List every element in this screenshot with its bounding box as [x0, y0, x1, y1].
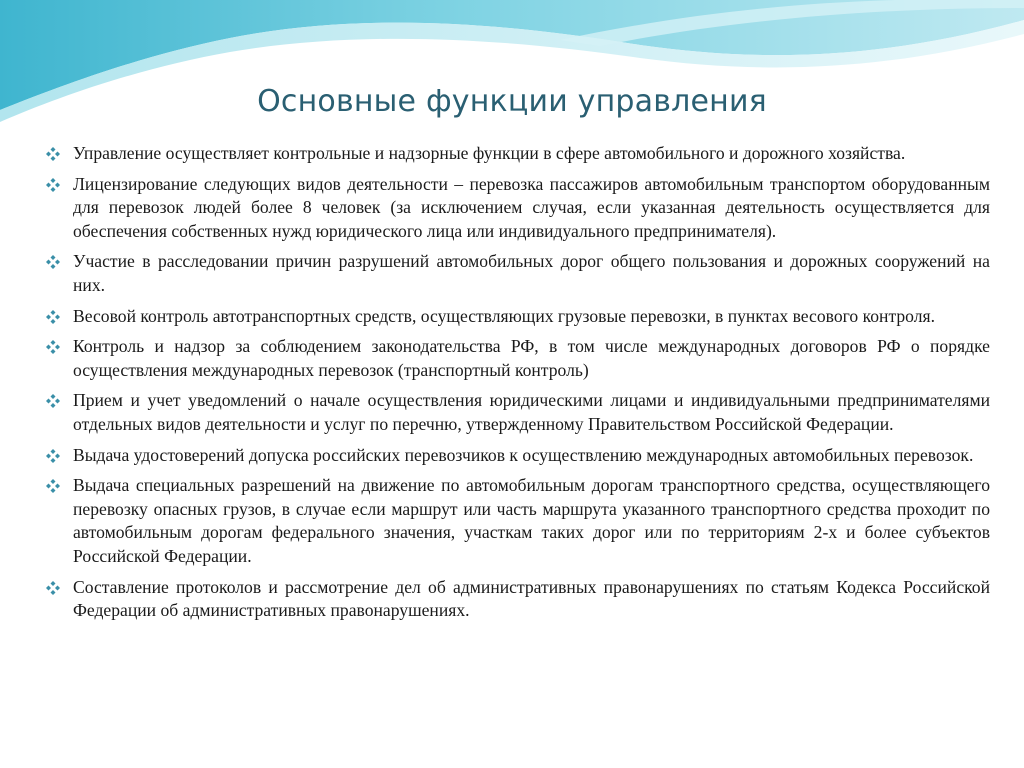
- list-item: [46, 250, 990, 297]
- list-item: [46, 474, 990, 568]
- list-item-text: Лицензирование следующих видов деятельности – перевозка пассажиров автомобильным транспортом оборудованным для перевозок людей более 8 человек (за исключением случая, если указанная деятельность осуществляется для обеспечения собственных нужд юридического лица или индивидуального предпринимателя).: [73, 173, 990, 241]
- diamond-bullet-icon: [46, 255, 60, 269]
- list-item-text: Весовой контроль автотранспортных средств, осуществляющих грузовые перевозки, в пунктах весового контроля.: [73, 305, 935, 326]
- diamond-bullet-icon: [46, 147, 60, 161]
- list-item: [46, 142, 990, 166]
- diamond-bullet-icon: [46, 394, 60, 408]
- slide-title: Основные функции управления: [257, 84, 767, 119]
- list-item-text: Выдача удостоверений допуска российских перевозчиков к осуществлению международных автомобильных перевозок.: [73, 444, 974, 465]
- list-item-text: Участие в расследовании причин разрушений автомобильных дорог общего пользования и дорожных сооружений на них.: [73, 251, 990, 295]
- list-item: [46, 389, 990, 436]
- list-item: [46, 444, 990, 468]
- list-item-text: Прием и учет уведомлений о начале осуществления юридическими лицами и индивидуальными предпринимателями отдельных видов деятельности и услуг по перечню, утвержденному Правительством Российской Федерации.: [73, 390, 990, 434]
- diamond-bullet-icon: [46, 581, 60, 595]
- list-item-text: Контроль и надзор за соблюдением законодательства РФ, в том числе международных договоров РФ о порядке осуществления международных перевозок (транспортный контроль): [73, 336, 990, 380]
- list-item: [46, 305, 990, 329]
- diamond-bullet-icon: [46, 479, 60, 493]
- list-item-text: Выдача специальных разрешений на движение по автомобильным дорогам транспортного средства, осуществляющего перевозку опасных грузов, в случае если маршрут или часть маршрута указанного транспортного средства проходит по автомобильным дорогам федерального значения, участкам таких дорог или по территориям 2-х и более субъектов Российской Федерации.: [73, 475, 990, 566]
- bullet-list: [46, 142, 990, 630]
- list-item-text: Составление протоколов и рассмотрение дел об административных правонарушениях по статьям Кодекса Российской Федерации об административных правонарушениях.: [73, 576, 990, 621]
- list-item: [46, 576, 990, 623]
- diamond-bullet-icon: [46, 178, 60, 192]
- diamond-bullet-icon: [46, 449, 60, 463]
- list-item: [46, 335, 990, 382]
- list-item: [46, 173, 990, 244]
- list-item-text: Управление осуществляет контрольные и надзорные функции в сфере автомобильного и дорожного хозяйства.: [73, 143, 906, 163]
- diamond-bullet-icon: [46, 340, 60, 354]
- diamond-bullet-icon: [46, 310, 60, 324]
